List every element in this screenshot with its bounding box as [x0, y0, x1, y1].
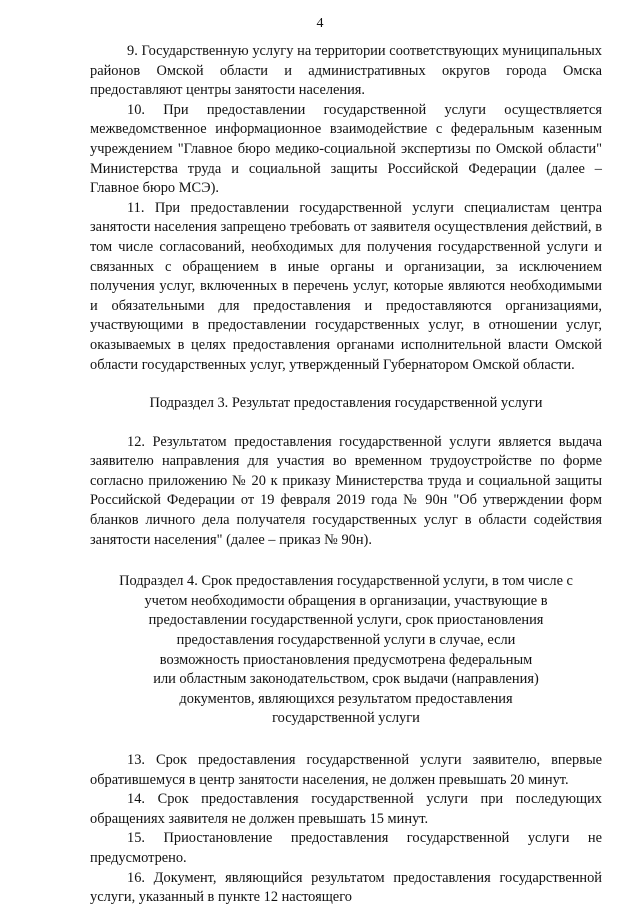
heading-line: предоставлении государственной услуги, срок приостановления — [148, 612, 544, 629]
heading-line: государственной услуги — [272, 710, 420, 727]
spacer — [90, 375, 602, 394]
paragraph-15: 15. Приостановление предоставления государственной услуги не предусмотрено. — [90, 830, 602, 866]
heading-line: учетом необходимости обращения в организации, участвующие в — [144, 592, 548, 609]
paragraph-14: 14. Срок предоставления государственной услуги при последующих обращениях заявителя не должен превышать 15 минут. — [90, 791, 602, 827]
paragraph-13: 13. Срок предоставления государственной услуги заявителю, впервые обратившемуся в центр занятости населения, не должен превышать 20 минут. — [90, 752, 602, 788]
heading-line: Подраздел 4. Срок предоставления государственной услуги, в том числе с — [119, 573, 573, 590]
spacer — [90, 414, 602, 433]
paragraph-11: 11. При предоставлении государственной услуги специалистам центра занятости населения запрещено требовать от заявителя осуществления действий, в том числе согласований, необходимых для получения государственной услуги и связанных с обращением в иные органы и организации, за исключением получения услуг, включенных в перечень услуг, которые являются необходимыми и обязательными для предоставления и предоставляются организациями, участвующими в предоставлении государственных услуг, в отношении услуг, оказываемых в целях предоставления органами исполнительной власти Омской области государственных услуг, утвержденный Губернатором Омской области. — [90, 199, 602, 373]
spacer — [90, 550, 602, 572]
paragraph-10: 10. При предоставлении государственной услуги осуществляется межведомственное информационное взаимодействие с федеральным казенным учреждением "Главное бюро медико-социальной экспертизы по Омской области" Министерства труда и социальной защиты Российской Федерации (далее – Главное бюро МСЭ). — [90, 101, 602, 197]
paragraph-12: 12. Результатом предоставления государственной услуги является выдача заявителю направления для участия во временном трудоустройстве по форме согласно приложению № 20 к приказу Министерства труда и социальной защиты Российской Федерации от 19 февраля 2019 года № 90н "Об утверждении форм бланков личного дела получателя государственных услуг в области содействия занятости населения" (далее – приказ № 90н). — [90, 433, 602, 548]
spacer — [90, 729, 602, 751]
heading-line: предоставления государственной услуги в случае, если — [176, 632, 516, 649]
page-number: 4 — [316, 16, 324, 31]
heading-line: или областным законодательством, срок выдачи (направления) — [153, 671, 539, 688]
document-body — [90, 42, 602, 908]
paragraph-16: 16. Документ, являющийся результатом предоставления государственной услуги, указанный в пункте 12 настоящего — [90, 869, 602, 906]
heading-line: документов, являющихся результатом предоставления — [179, 690, 513, 707]
paragraph-9: 9. Государственную услугу на территории соответствующих муниципальных районов Омской области и административных округов города Омска предоставляют центры занятости населения. — [90, 43, 602, 99]
subsection-4-heading — [90, 572, 602, 729]
subsection-3-heading: Подраздел 3. Результат предоставления государственной услуги — [149, 395, 543, 412]
heading-line: возможность приостановления предусмотрена федеральным — [159, 651, 533, 668]
